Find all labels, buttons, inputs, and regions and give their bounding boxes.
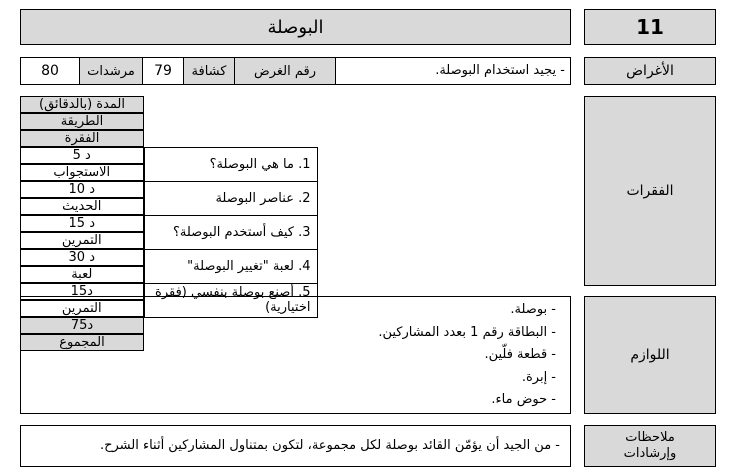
row-duration: 15د: [20, 283, 144, 300]
activity-number-text: 11: [636, 15, 664, 39]
supply-item: - إبرة.: [521, 369, 556, 385]
row-paragraph: 4. لعبة "تغيير البوصلة": [144, 249, 317, 283]
guides-value: [21, 58, 80, 84]
header-method: الطريقة: [20, 113, 144, 130]
header-paragraph: الفقرة: [20, 130, 144, 147]
supplies-list-box: [20, 296, 571, 414]
supplies-label: [584, 296, 716, 414]
notes-label: [584, 425, 716, 467]
paragraphs-label-text: الفقرات: [626, 183, 674, 199]
supply-item: - البطاقة رقم 1 بعدد المشاركين.: [378, 324, 556, 340]
row-duration: 30 د: [20, 249, 144, 266]
objective-text-value: - يجيد استخدام البوصلة.: [435, 63, 565, 78]
row-method: الاستجواب: [20, 164, 144, 181]
supply-item: - بوصلة.: [510, 302, 556, 317]
row-paragraph: 5. أصنع بوصلة بنفسي (فقرة اختيارية): [144, 283, 317, 317]
scouts-label: [184, 58, 235, 84]
row-paragraph: 2. عناصر البوصلة: [144, 181, 317, 215]
notes-label-text: ملاحظات وإرشادات: [623, 430, 677, 461]
supply-item: - قطعة فلّين.: [484, 347, 556, 362]
activity-title: [20, 9, 571, 45]
goal-number-label-text: رقم الغرض: [253, 63, 316, 79]
row-paragraph: 1. ما هي البوصلة؟: [144, 147, 317, 181]
objective-text: [337, 58, 565, 84]
row-duration: 10 د: [20, 181, 144, 198]
header-duration: المدة (بالدقائق): [20, 96, 144, 113]
objectives-row: [20, 57, 571, 85]
guides-label: [80, 58, 143, 84]
row-method: التمرين: [20, 300, 144, 317]
table-row: [20, 215, 571, 249]
scouts-label-text: كشافة: [191, 63, 227, 79]
activity-number: [584, 9, 716, 45]
activity-title-text: البوصلة: [267, 16, 324, 38]
scouts-value: [143, 58, 184, 84]
scouts-value-text: 79: [154, 63, 172, 79]
supplies-list: [21, 299, 556, 412]
notes-text: - من الجيد أن يؤمّن القائد بوصلة لكل مجموعة، لتكون بمتناول المشاركين أثناء الشرح.: [99, 438, 560, 453]
table-header-row: [20, 96, 571, 147]
supply-item: - حوض ماء.: [491, 392, 556, 407]
row-paragraph: 3. كيف أستخدم البوصلة؟: [144, 215, 317, 249]
table-row: [20, 181, 571, 215]
row-duration: 5 د: [20, 147, 144, 164]
supplies-label-text: اللوازم: [630, 347, 670, 363]
total-value: 75د: [20, 317, 144, 334]
guides-label-text: مرشدات: [87, 63, 135, 79]
row-method: التمرين: [20, 232, 144, 249]
objectives-label: [584, 57, 716, 85]
guides-value-text: 80: [41, 63, 59, 79]
table-row: [20, 249, 571, 283]
goal-number-label: [235, 58, 336, 84]
row-method: الحديث: [20, 198, 144, 215]
total-label: المجموع: [20, 334, 144, 351]
objectives-label-text: الأغراض: [626, 63, 674, 79]
row-duration: 15 د: [20, 215, 144, 232]
table-row: [20, 147, 571, 181]
row-method: لعبة: [20, 266, 144, 283]
notes-box: [20, 425, 571, 467]
paragraphs-label: [584, 96, 716, 286]
